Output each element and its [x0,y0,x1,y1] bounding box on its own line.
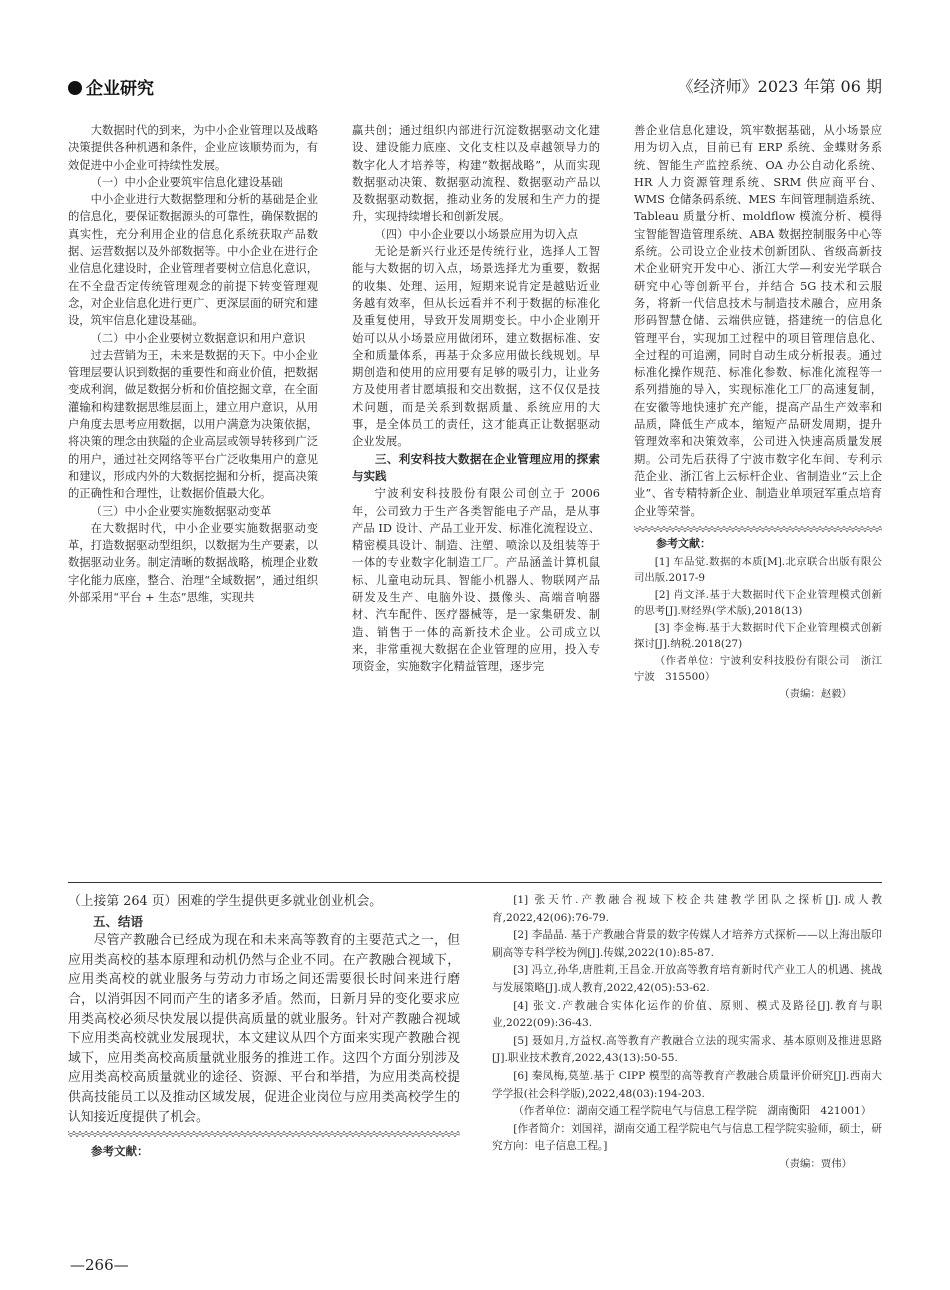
reference-item: [5] 聂如月,方益权.高等教育产教融合立法的现实需求、基本原则及推进思路[J].职业技术教育,2022,43(13):50-55. [492,1034,882,1065]
paragraph: 大数据时代的到来，为中小企业管理以及战略决策提供各种机遇和条件，企业应该顺势而为，有效促进中小企业可持续性发展。 [68,124,318,172]
editor-note: （责编：赵毅） [779,687,852,700]
journal-issue: 《经济师》2023 年第 06 期 [677,77,882,96]
subheading: （四）中小企业要以小场景应用为切入点 [374,227,578,241]
author-affiliation: （作者单位：湖南交通工程学院电气与信息工程学院 湖南衡阳 421001） [513,1105,872,1118]
reference-item: [2] 肖文泽.基于大数据时代下企业管理模式创新的思考[J].财经界(学术版),2018(13) [634,588,882,618]
wavy-divider [634,526,882,532]
paragraph: 宁波利安科技股份有限公司创立于 2006 年，公司致力于生产各类智能电子产品，是从事产品 ID 设计、产品工业开发、标准化流程设立、精密模具设计、制造、注塑、喷涂以及组装等于一体的专业数字化制造工厂。产品涵盖计算机鼠标、儿童电动玩具、智能小机器人、物联网产品研发及生产、电脑外设、摄像头、高端音响器材、汽车配件、医疗器械等，是一家集研发、制造、销售于一体的高新技术企业。公司成立以来，非常重视大数据在企业管理的应用，投入专项资金，实施数字化精益管理，逐步完 [352,487,600,674]
bottom-right-column [492,892,882,1172]
bullet-dot-icon [68,81,82,95]
reference-item: [6] 秦凤梅,莫堃.基于 CIPP 模型的高等教育产教融合质量评价研究[J].西南大学学报(社会科学版),2022,48(03):194-203. [492,1069,882,1100]
references-title: 参考文献： [656,536,711,550]
page-number: —266— [70,1256,129,1274]
section-divider [68,882,882,883]
paragraph: 赢共创；通过组织内部进行沉淀数据驱动文化建设、建设能力底座、文化支柱以及卓越领导力的数字化人才培养等，构建“数据战略”，从而实现数据驱动决策、数据驱动流程、数据驱动产品以及数据驱动数据，推动业务的发展和生产力的提升，实现持续增长和创新发展。 [352,124,600,224]
paragraph: 善企业信息化建设，筑牢数据基础，从小场景应用为切入点，目前已有 ERP 系统、金蝶财务系统、智能生产监控系统、OA 办公自动化系统、HR 人力资源管理系统、SRM 供应商平台、WMS 仓储条码系统、MES 车间管理制造系统、Tableau 质量分析、moldflow 模流分析、模得宝智能智造管理系统、ABA 数据控制服务中心等系统。公司设立企业技术创新团队、省级高新技术企业研究开发中心、浙江大学—利安光学联合研究中心等创新平台，并结合 5G 技术和云服务，将新一代信息技术与制造技术融合，应用条形码智慧仓储、云端供应链，搭建统一的信息化管理平台，实现加工过程中的项目管理信息化、全过程的可追溯，同时自动生成分析报表。通过标准化操作规范、标准化参数、标准化流程等一系列措施的导入，实现标准化工厂的高速复制，在安徽等地快速扩充产能，提高产品生产效率和品质，降低生产成本，缩短产品研发周期，提升管理效率和决策效率，公司进入快速高质量发展期。公司先后获得了宁波市数字化车间、专利示范企业、浙江省上云标杆企业、省制造业“云上企业”、省专精特新企业、制造业单项冠军重点培育企业等荣誉。 [634,124,882,518]
section-heading: 五、结语 [93,913,144,929]
subheading: （二）中小企业要树立数据意识和用户意识 [90,331,306,345]
section-heading: 三、利安科技大数据在企业管理应用的探索与实践 [352,451,600,483]
author-bio: [作者简介：刘国祥，湖南交通工程学院电气与信息工程学院实验师，硕士，研究方向：电子信息工程。] [492,1122,882,1153]
bottom-left-column [68,892,460,1161]
reference-item: [1] 车品觉.数据的本质[M].北京联合出版有限公司出版.2017-9 [634,555,882,585]
column-1 [68,122,318,606]
reference-item: [4] 张文.产教融合实体化运作的价值、原则、模式及路径[J].教育与职业,2022(09):36-43. [492,999,882,1030]
subheading: （三）中小企业要实施数据驱动变革 [90,504,272,518]
reference-item: [3] 李金梅.基于大数据时代下企业管理模式创新探讨[J].纳税.2018(27) [634,621,882,651]
paragraph: 在大数据时代，中小企业要实施数据驱动变革，打造数据驱动型组织，以数据为生产要素，以数据驱动业务。制定清晰的数据战略，梳理企业数字化能力底座，整合、治理“全域数据”，通过组织外部采用“平台 + 生态”思维，实现共 [68,521,318,605]
references-title: 参考文献： [91,1144,149,1159]
author-affiliation: （作者单位：宁波利安科技股份有限公司 浙江宁波 315500） [634,654,882,684]
reference-item: [1] 张天竹.产教融合视域下校企共建教学团队之探析[J].成人教育,2022,42(06):76-79. [492,894,882,924]
section-title: 企业研究 [86,79,154,99]
paragraph: 中小企业进行大数据整理和分析的基础是企业的信息化，要保证数据源头的可靠性，确保数据的真实性，充分利用企业的信息化系统获取产品数据、运营数据以及外部数据等。中小企业在进行企业信息化建设时，企业管理者要树立信息化意识，在不全盘否定传统管理观念的前提下转变管理观念，对企业信息化进行更广、更深层面的研究和建设，筑牢信息化建设基础。 [68,193,318,328]
continued-paragraph: （上接第 264 页）困难的学生提供更多就业创业机会。 [68,894,383,909]
paragraph: 无论是新兴行业还是传统行业，选择人工智能与大数据的切入点，场景选择尤为重要，数据的收集、处理、运用，短期来说肯定是越贴近业务越有效率，但从长远看并不利于数据的标准化及重复使用，导致开发周期变长。中小企业刚开始可以从小场景应用做闭环，建立数据标准、安全和质量体系，再基于众多应用做长线规划。早期创造和使用的应用要有足够的吸引力，让业务方及使用者甘愿填报和交出数据，这不仅仅是技术问题，而是关系到数据质量、系统应用的大事，是全体员工的责任，这才能真正让数据驱动企业发展。 [352,245,600,449]
paragraph: 尽管产教融合已经成为现在和未来高等教育的主要范式之一，但应用类高校的基本原理和动机仍然与企业不同。在产教融合视域下，应用类高校的就业服务与劳动力市场之间还需要很长时间来进行磨合，以消弭因不同而产生的诸多矛盾。然而，日新月异的变化要求应用类高校必须尽快发展以提供高质量的就业服务。针对产教融合视域下应用类高校就业发展现状，本文建议从四个方面来实现产教融合视域下，应用类高校高质量就业服务的推进工作。这四个方面分别涉及应用类高校高质量就业的途径、资源、平台和举措，为应用类高校提供高技能员工以及推动区域发展，促进企业岗位与应用类高校学生的认知接近度提供了机会。 [68,933,460,1125]
column-2 [352,122,600,676]
wavy-divider [68,1131,460,1137]
page-header [68,70,882,104]
editor-note: （责编：贾伟） [779,1157,852,1170]
reference-item: [2] 李晶晶. 基于产教融合背景的数字传媒人才培养方式探析——以上海出版印刷高等专科学校为例[J].传媒,2022(10):85-87. [492,929,882,959]
subheading: （一）中小企业要筑牢信息化建设基础 [90,175,283,189]
column-3 [634,122,882,702]
section-tag [68,74,154,99]
paragraph: 过去营销为王，未来是数据的天下。中小企业管理层要认识到数据的重要性和商业价值，把数据变成利润，做足数据分析和价值挖掘文章，在全面灌输和构建数据思维层面上，建立用户意识，从用户角度去思考应用数据，以用户满意为决策依据，将决策的理念由狭隘的企业高层或领导转移到广泛的用户，通过社交网络等平台广泛收集用户的意见和建议，形成内外的大数据挖掘和分析，提高决策的正确性和合理性，让数据价值最大化。 [68,348,318,501]
reference-item: [3] 冯立,孙华,唐胜莉,王昌金.开放高等教育培育新时代产业工人的机遇、挑战与发展策略[J].成人教育,2022,42(05):53-62. [492,964,882,994]
